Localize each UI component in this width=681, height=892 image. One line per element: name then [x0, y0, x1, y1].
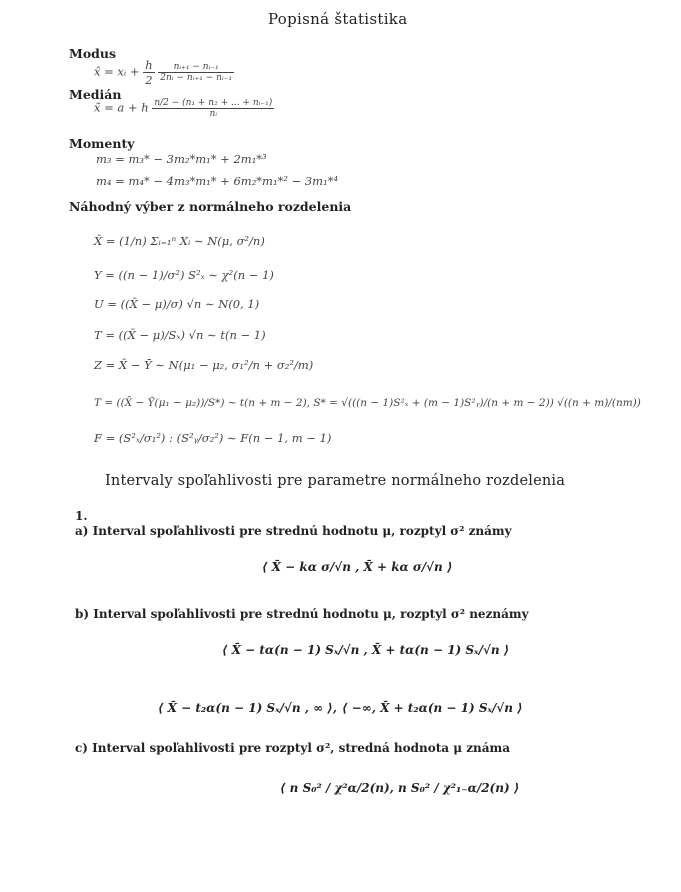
formula-m4: m₄ = m₄* − 4m₃*m₁* + 6m₂*m₁*² − 3m₁*⁴ [96, 174, 339, 188]
section-nahodny-vyber: Náhodný výber z normálneho rozdelenia [69, 199, 352, 214]
modus-denominator: 2nᵢ − nᵢ₊₁ − nᵢ₋₁ [160, 73, 233, 83]
formula-y: Y = ((n − 1)/σ²) S²ₓ ∼ χ²(n − 1) [94, 268, 274, 282]
page-title: Popisná štatistika [268, 10, 408, 28]
item-c-heading: c) Interval spoľahlivosti pre rozptyl σ², stredná hodnota μ známa [75, 741, 511, 755]
item-a-heading: a) Interval spoľahlivosti pre strednú hodnotu μ, rozptyl σ² známy [75, 524, 512, 538]
formula-interval-b1: ⟨ X̄ − tα(n − 1) Sₓ/√n , X̄ + tα(n − 1) Sₓ/√n ⟩ [222, 643, 510, 657]
section-median: Medián [69, 87, 122, 102]
median-numerator: n/2 − (n₁ + n₂ + ... + nᵢ₋₁) [154, 98, 273, 108]
formula-interval-b2b: ⟨ −∞, X̄ + t₂α(n − 1) Sₓ/√n ⟩ [342, 701, 523, 715]
median-lhs: x̃ = a + h [94, 100, 149, 115]
formula-z: Z = X̄ − Ȳ ∼ N(μ₁ − μ₂, σ₁²/n + σ₂²/m) [94, 358, 314, 372]
modus-numerator: nᵢ₊₁ − nᵢ₋₁ [158, 62, 234, 73]
median-fraction [152, 98, 274, 119]
formula-interval-a: ⟨ X̄ − kα σ/√n , X̄ + kα σ/√n ⟩ [262, 560, 453, 574]
formula-median [94, 98, 274, 119]
section-momenty: Momenty [69, 136, 135, 151]
modus-fraction [158, 62, 234, 83]
modus-h-over-2 [143, 58, 154, 87]
modus-lhs: x̂ = xᵢ + [94, 64, 140, 79]
formula-t1: T = ((X̄ − μ)/Sₓ) √n ∼ t(n − 1) [94, 328, 266, 342]
formula-interval-c: ⟨ n S₀² / χ²α/2(n), n S₀² / χ²₁₋α/2(n) ⟩ [280, 781, 520, 795]
formula-t2: T = ((X̄ − Ȳ(μ₁ − μ₂))/S*) ∼ t(n + m − 2), S* = √(((n − 1)S²ₓ + (m − 1)S²ᵧ)/(n + m − 2)) √((n + m)/(nm)) [94, 397, 641, 409]
formula-interval-b2a: ⟨ X̄ − t₂α(n − 1) Sₓ/√n , ∞ ⟩, [158, 701, 337, 715]
formula-m3: m₃ = m₃* − 3m₂*m₁* + 2m₁*³ [96, 152, 267, 166]
formula-f: F = (S²ₓ/σ₁²) : (S²ᵧ/σ₂²) ∼ F(n − 1, m − 1) [94, 431, 332, 445]
item-number: 1. [75, 509, 88, 523]
median-denominator: nᵢ [209, 109, 218, 119]
section-modus: Modus [69, 46, 117, 61]
item-b-heading: b) Interval spoľahlivosti pre strednú hodnotu μ, rozptyl σ² neznámy [75, 607, 529, 621]
formula-u: U = ((X̄ − μ)/σ) √n ∼ N(0, 1) [94, 297, 260, 311]
modus-h: h [145, 58, 153, 72]
section-subtitle: Intervaly spoľahlivosti pre parametre normálneho rozdelenia [105, 473, 566, 489]
formula-modus [94, 58, 234, 87]
formula-xbar: X̄ = (1/n) Σᵢ₌₁ⁿ Xᵢ ∼ N(μ, σ²/n) [94, 234, 265, 248]
modus-2: 2 [145, 73, 153, 87]
